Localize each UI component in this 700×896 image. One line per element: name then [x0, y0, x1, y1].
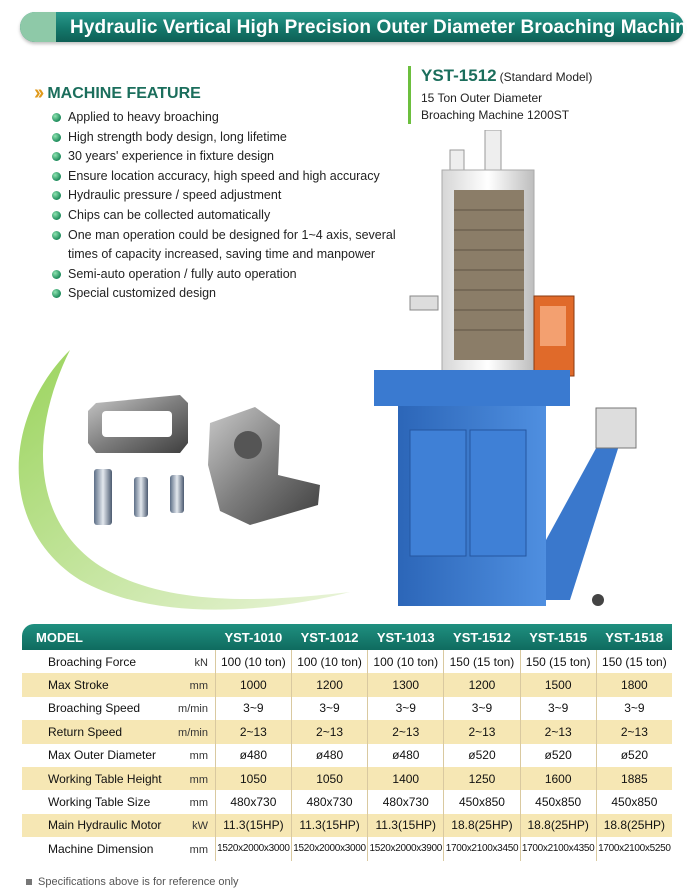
column-header: YST-1013	[368, 624, 444, 650]
broaching-machine-image	[370, 130, 670, 615]
table-cell: 1050	[291, 767, 367, 790]
row-label: Working Table Height mm	[22, 767, 215, 790]
list-item: High strength body design, long lifetime	[52, 128, 402, 148]
table-cell: 480x730	[215, 790, 291, 813]
table-cell: 11.3(15HP)	[368, 814, 444, 837]
table-cell: ø520	[444, 744, 520, 767]
table-cell: 1520x2000x3900	[368, 837, 444, 860]
table-cell: 150 (15 ton)	[596, 650, 672, 673]
table-cell: 2~13	[215, 720, 291, 743]
list-item: Chips can be collected automatically	[52, 206, 402, 226]
table-cell: 480x730	[368, 790, 444, 813]
list-item: 30 years' experience in fixture design	[52, 147, 402, 167]
table-cell: 150 (15 ton)	[444, 650, 520, 673]
bullet-icon	[52, 191, 61, 200]
table-cell: 2~13	[520, 720, 596, 743]
row-label: Working Table Size mm	[22, 790, 215, 813]
table-row	[22, 697, 672, 720]
table-cell: 3~9	[520, 697, 596, 720]
table-row	[22, 767, 672, 790]
table-row	[22, 673, 672, 696]
table-cell: 1250	[444, 767, 520, 790]
model-info	[408, 66, 592, 124]
table-row	[22, 744, 672, 767]
table-header-row	[22, 624, 672, 650]
column-header: YST-1512	[444, 624, 520, 650]
table-cell: 1400	[368, 767, 444, 790]
table-row	[22, 650, 672, 673]
table-cell: 450x850	[444, 790, 520, 813]
table-cell: 1300	[368, 673, 444, 696]
model-description: 15 Ton Outer Diameter Broaching Machine 1200ST	[421, 91, 570, 122]
bullet-icon	[52, 211, 61, 220]
table-cell: 1885	[596, 767, 672, 790]
list-item: Semi-auto operation / fully auto operation	[52, 265, 402, 285]
square-bullet-icon	[26, 879, 32, 885]
table-cell: 480x730	[291, 790, 367, 813]
table-cell: 1700x2100x4350	[520, 837, 596, 860]
table-cell: 100 (10 ton)	[368, 650, 444, 673]
bullet-icon	[52, 113, 61, 122]
list-item: Applied to heavy broaching	[52, 108, 402, 128]
row-label: Broaching Speed m/min	[22, 697, 215, 720]
model-name: YST-1512	[421, 66, 497, 85]
table-cell: ø520	[520, 744, 596, 767]
table-cell: 450x850	[596, 790, 672, 813]
table-cell: 3~9	[368, 697, 444, 720]
row-label: Main Hydraulic Motor kW	[22, 814, 215, 837]
table-row	[22, 837, 672, 860]
column-header: YST-1515	[520, 624, 596, 650]
table-cell: 3~9	[596, 697, 672, 720]
list-item: Ensure location accuracy, high speed and high accuracy	[52, 167, 402, 187]
bullet-icon	[52, 231, 61, 240]
table-cell: ø480	[368, 744, 444, 767]
list-item: Hydraulic pressure / speed adjustment	[52, 186, 402, 206]
table-cell: 3~9	[444, 697, 520, 720]
row-label: Return Speed m/min	[22, 720, 215, 743]
bullet-icon	[52, 289, 61, 298]
table-cell: 2~13	[368, 720, 444, 743]
list-item: One man operation could be designed for 1~4 axis, several times of capacity increased, saving time and manpower	[52, 226, 402, 265]
column-header: YST-1518	[596, 624, 672, 650]
table-cell: 1600	[520, 767, 596, 790]
table-cell: 1520x2000x3000	[215, 837, 291, 860]
feature-list	[52, 108, 402, 304]
feature-heading-label: MACHINE FEATURE	[47, 84, 201, 102]
table-cell: ø480	[291, 744, 367, 767]
table-cell: 1700x2100x5250	[596, 837, 672, 860]
banner-tab	[20, 12, 56, 42]
row-label: Max Outer Diameter mm	[22, 744, 215, 767]
bullet-icon	[52, 152, 61, 161]
row-label: Broaching Force kN	[22, 650, 215, 673]
footnote: Specifications above is for reference only	[26, 876, 239, 888]
table-row	[22, 814, 672, 837]
table-cell: 1800	[596, 673, 672, 696]
table-cell: 11.3(15HP)	[215, 814, 291, 837]
table-cell: ø520	[596, 744, 672, 767]
broached-parts-image	[80, 385, 340, 545]
table-cell: 1200	[444, 673, 520, 696]
table-cell: 18.8(25HP)	[444, 814, 520, 837]
table-cell: 150 (15 ton)	[520, 650, 596, 673]
column-header: YST-1010	[215, 624, 291, 650]
table-cell: 1050	[215, 767, 291, 790]
feature-heading	[34, 82, 201, 105]
table-cell: 450x850	[520, 790, 596, 813]
header-banner	[20, 12, 698, 42]
table-cell: 100 (10 ton)	[215, 650, 291, 673]
table-cell: 100 (10 ton)	[291, 650, 367, 673]
table-cell: 18.8(25HP)	[520, 814, 596, 837]
table-cell: 11.3(15HP)	[291, 814, 367, 837]
spec-table	[22, 624, 672, 861]
table-cell: 1700x2100x3450	[444, 837, 520, 860]
table-cell: 3~9	[215, 697, 291, 720]
double-chevron-icon: ››	[34, 82, 42, 104]
model-tag: (Standard Model)	[499, 70, 593, 84]
bullet-icon	[52, 133, 61, 142]
table-cell: 18.8(25HP)	[596, 814, 672, 837]
list-item: Special customized design	[52, 284, 402, 304]
column-header: MODEL	[22, 624, 215, 650]
column-header: YST-1012	[291, 624, 367, 650]
table-cell: ø480	[215, 744, 291, 767]
table-cell: 1200	[291, 673, 367, 696]
bullet-icon	[52, 270, 61, 279]
page-title: Hydraulic Vertical High Precision Outer Diameter Broaching Machine	[70, 17, 698, 38]
bullet-icon	[52, 172, 61, 181]
row-label: Machine Dimension mm	[22, 837, 215, 860]
table-cell: 2~13	[444, 720, 520, 743]
table-cell: 2~13	[596, 720, 672, 743]
row-label: Max Stroke mm	[22, 673, 215, 696]
table-cell: 2~13	[291, 720, 367, 743]
table-row	[22, 720, 672, 743]
table-cell: 3~9	[291, 697, 367, 720]
table-cell: 1000	[215, 673, 291, 696]
table-row	[22, 790, 672, 813]
table-cell: 1520x2000x3000	[291, 837, 367, 860]
table-cell: 1500	[520, 673, 596, 696]
